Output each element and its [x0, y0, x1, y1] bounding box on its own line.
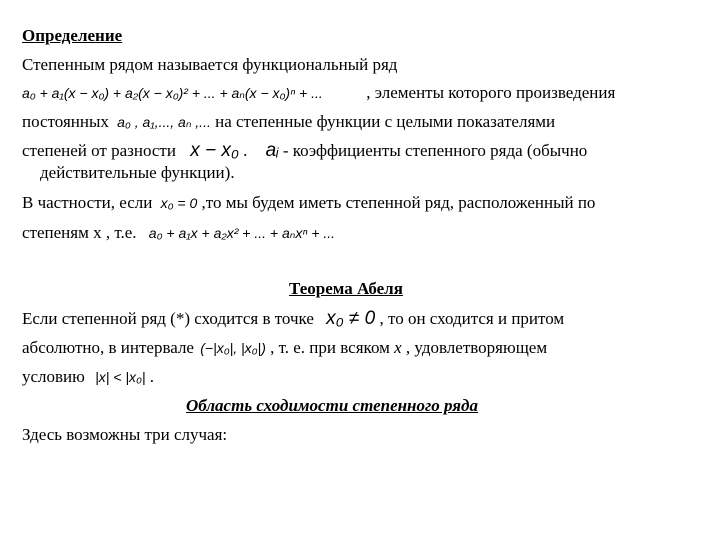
definition-line-5: действительные функции).: [40, 163, 235, 182]
theorem-line-2-end: , удовлетворяющем: [405, 338, 548, 357]
coefficients-formula: a₀ , a₁,..., aₙ ,...: [117, 114, 211, 130]
definition-line-2-text: , элементы которого произведения: [366, 83, 616, 102]
definition-line-2: [22, 83, 615, 103]
definition-line-3-start: постоянных: [22, 112, 109, 131]
x0-not-zero-formula: x₀ ≠ 0: [326, 308, 376, 329]
definition-line-4: [22, 141, 587, 161]
power-series-x-formula: a₀ + a₁x + a₂x² + ... + aₙxⁿ + ...: [148, 225, 336, 241]
x0-equals-zero-formula: x₀ = 0: [160, 195, 198, 211]
definition-line-6-start: В частности, если: [22, 193, 153, 212]
definition-line-3: [22, 112, 555, 132]
cases-line: Здесь возможны три случая:: [22, 425, 228, 444]
definition-line-1: Степенным рядом называется функциональный ряд: [22, 55, 398, 74]
theorem-line-2-start: абсолютно, в интервале: [22, 338, 194, 357]
definition-line-4-start: степеней от разности: [22, 141, 176, 160]
theorem-line-3: [22, 367, 154, 387]
condition-formula: |x| < |x₀|: [95, 369, 146, 385]
theorem-line-1-start: Если степенной ряд (*) сходится в точке: [22, 309, 314, 328]
ai-coefficient-formula: aᵢ: [265, 140, 279, 161]
definition-line-3-end: на степенные функции с целыми показателями: [215, 112, 556, 131]
definition-line-4-dot: .: [243, 141, 248, 160]
theorem-line-3-end: .: [149, 367, 155, 386]
definition-line-6: [22, 193, 595, 213]
difference-formula: x − x₀: [190, 140, 239, 161]
definition-heading: Определение: [22, 26, 123, 45]
interval-formula: (−|x₀|, |x₀|): [200, 340, 266, 356]
theorem-line-2-mid: , т. е. при всяком: [270, 338, 390, 357]
theorem-line-3-start: условию: [22, 367, 85, 386]
theorem-line-2-x: x: [394, 338, 402, 357]
definition-line-4-end: - коэффициенты степенного ряда (обычно: [282, 141, 588, 160]
abel-theorem-title: Теорема Абеля: [289, 279, 403, 298]
power-series-formula: a₀ + a₁(x − x₀) + a₂(x − x₀)² + ... + aₙ(x − x₀)ⁿ + ...: [22, 85, 323, 101]
convergence-region-title: Область сходимости степенного ряда: [186, 396, 478, 415]
definition-line-6-end: ,то мы будем иметь степенной ряд, расположенный по: [201, 193, 596, 212]
definition-line-7-start: степеням x , т.е.: [22, 223, 137, 242]
theorem-line-1: [22, 309, 564, 329]
theorem-line-1-end: , то он сходится и притом: [379, 309, 565, 328]
theorem-line-2: [22, 338, 547, 358]
definition-line-7: [22, 223, 335, 243]
